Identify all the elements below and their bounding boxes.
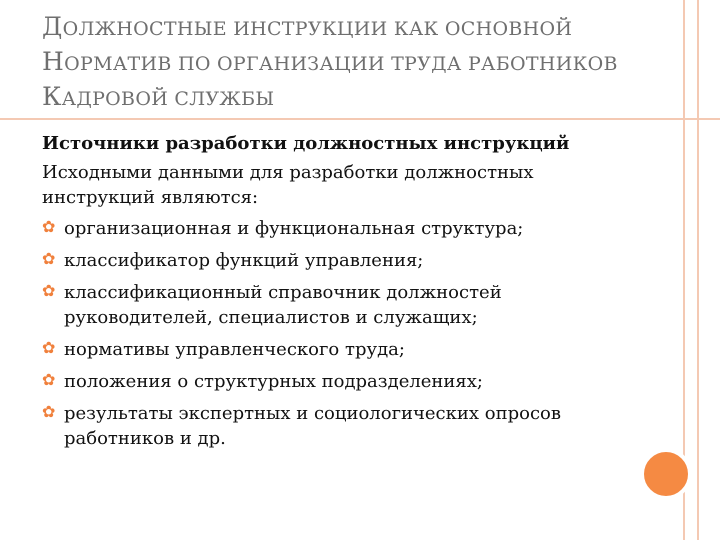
list-item-text: результаты экспертных и социологических опросов работников и др. xyxy=(64,403,561,449)
decor-orange-circle xyxy=(640,448,692,500)
list-item-text: классификатор функций управления; xyxy=(64,250,424,271)
sources-list xyxy=(42,216,622,451)
list-item-text: положения о структурных подразделениях; xyxy=(64,371,483,392)
flower-bullet-icon: ✿ xyxy=(42,281,56,300)
slide-title-line-2: НОРМАТИВ ПО ОРГАНИЗАЦИИ ТРУДА РАБОТНИКОВ xyxy=(42,47,618,76)
section-heading: Источники разработки должностных инструкций xyxy=(42,133,570,154)
list-item xyxy=(42,369,622,394)
flower-bullet-icon: ✿ xyxy=(42,217,56,236)
slide-title-line-1: ДОЛЖНОСТНЫЕ ИНСТРУКЦИИ КАК ОСНОВНОЙ xyxy=(42,12,573,41)
list-item-text: нормативы управленческого труда; xyxy=(64,339,405,360)
list-item xyxy=(42,337,622,362)
slide-title-line-3: КАДРОВОЙ СЛУЖБЫ xyxy=(42,82,275,111)
decor-horizontal-line xyxy=(0,118,720,120)
intro-text: Исходными данными для разработки должностных инструкций являются: xyxy=(42,162,534,208)
list-item xyxy=(42,248,622,273)
list-item xyxy=(42,280,622,330)
flower-bullet-icon: ✿ xyxy=(42,370,56,389)
flower-bullet-icon: ✿ xyxy=(42,402,56,421)
slide-body xyxy=(42,131,622,458)
list-item xyxy=(42,216,622,241)
decor-vertical-line-2 xyxy=(697,0,699,540)
slide-title xyxy=(42,2,662,111)
list-item-text: классификационный справочник должностей руководителей, специалистов и служащих; xyxy=(64,282,502,328)
list-item-text: организационная и функциональная структура; xyxy=(64,218,524,239)
list-item xyxy=(42,401,622,451)
flower-bullet-icon: ✿ xyxy=(42,338,56,357)
flower-bullet-icon: ✿ xyxy=(42,249,56,268)
